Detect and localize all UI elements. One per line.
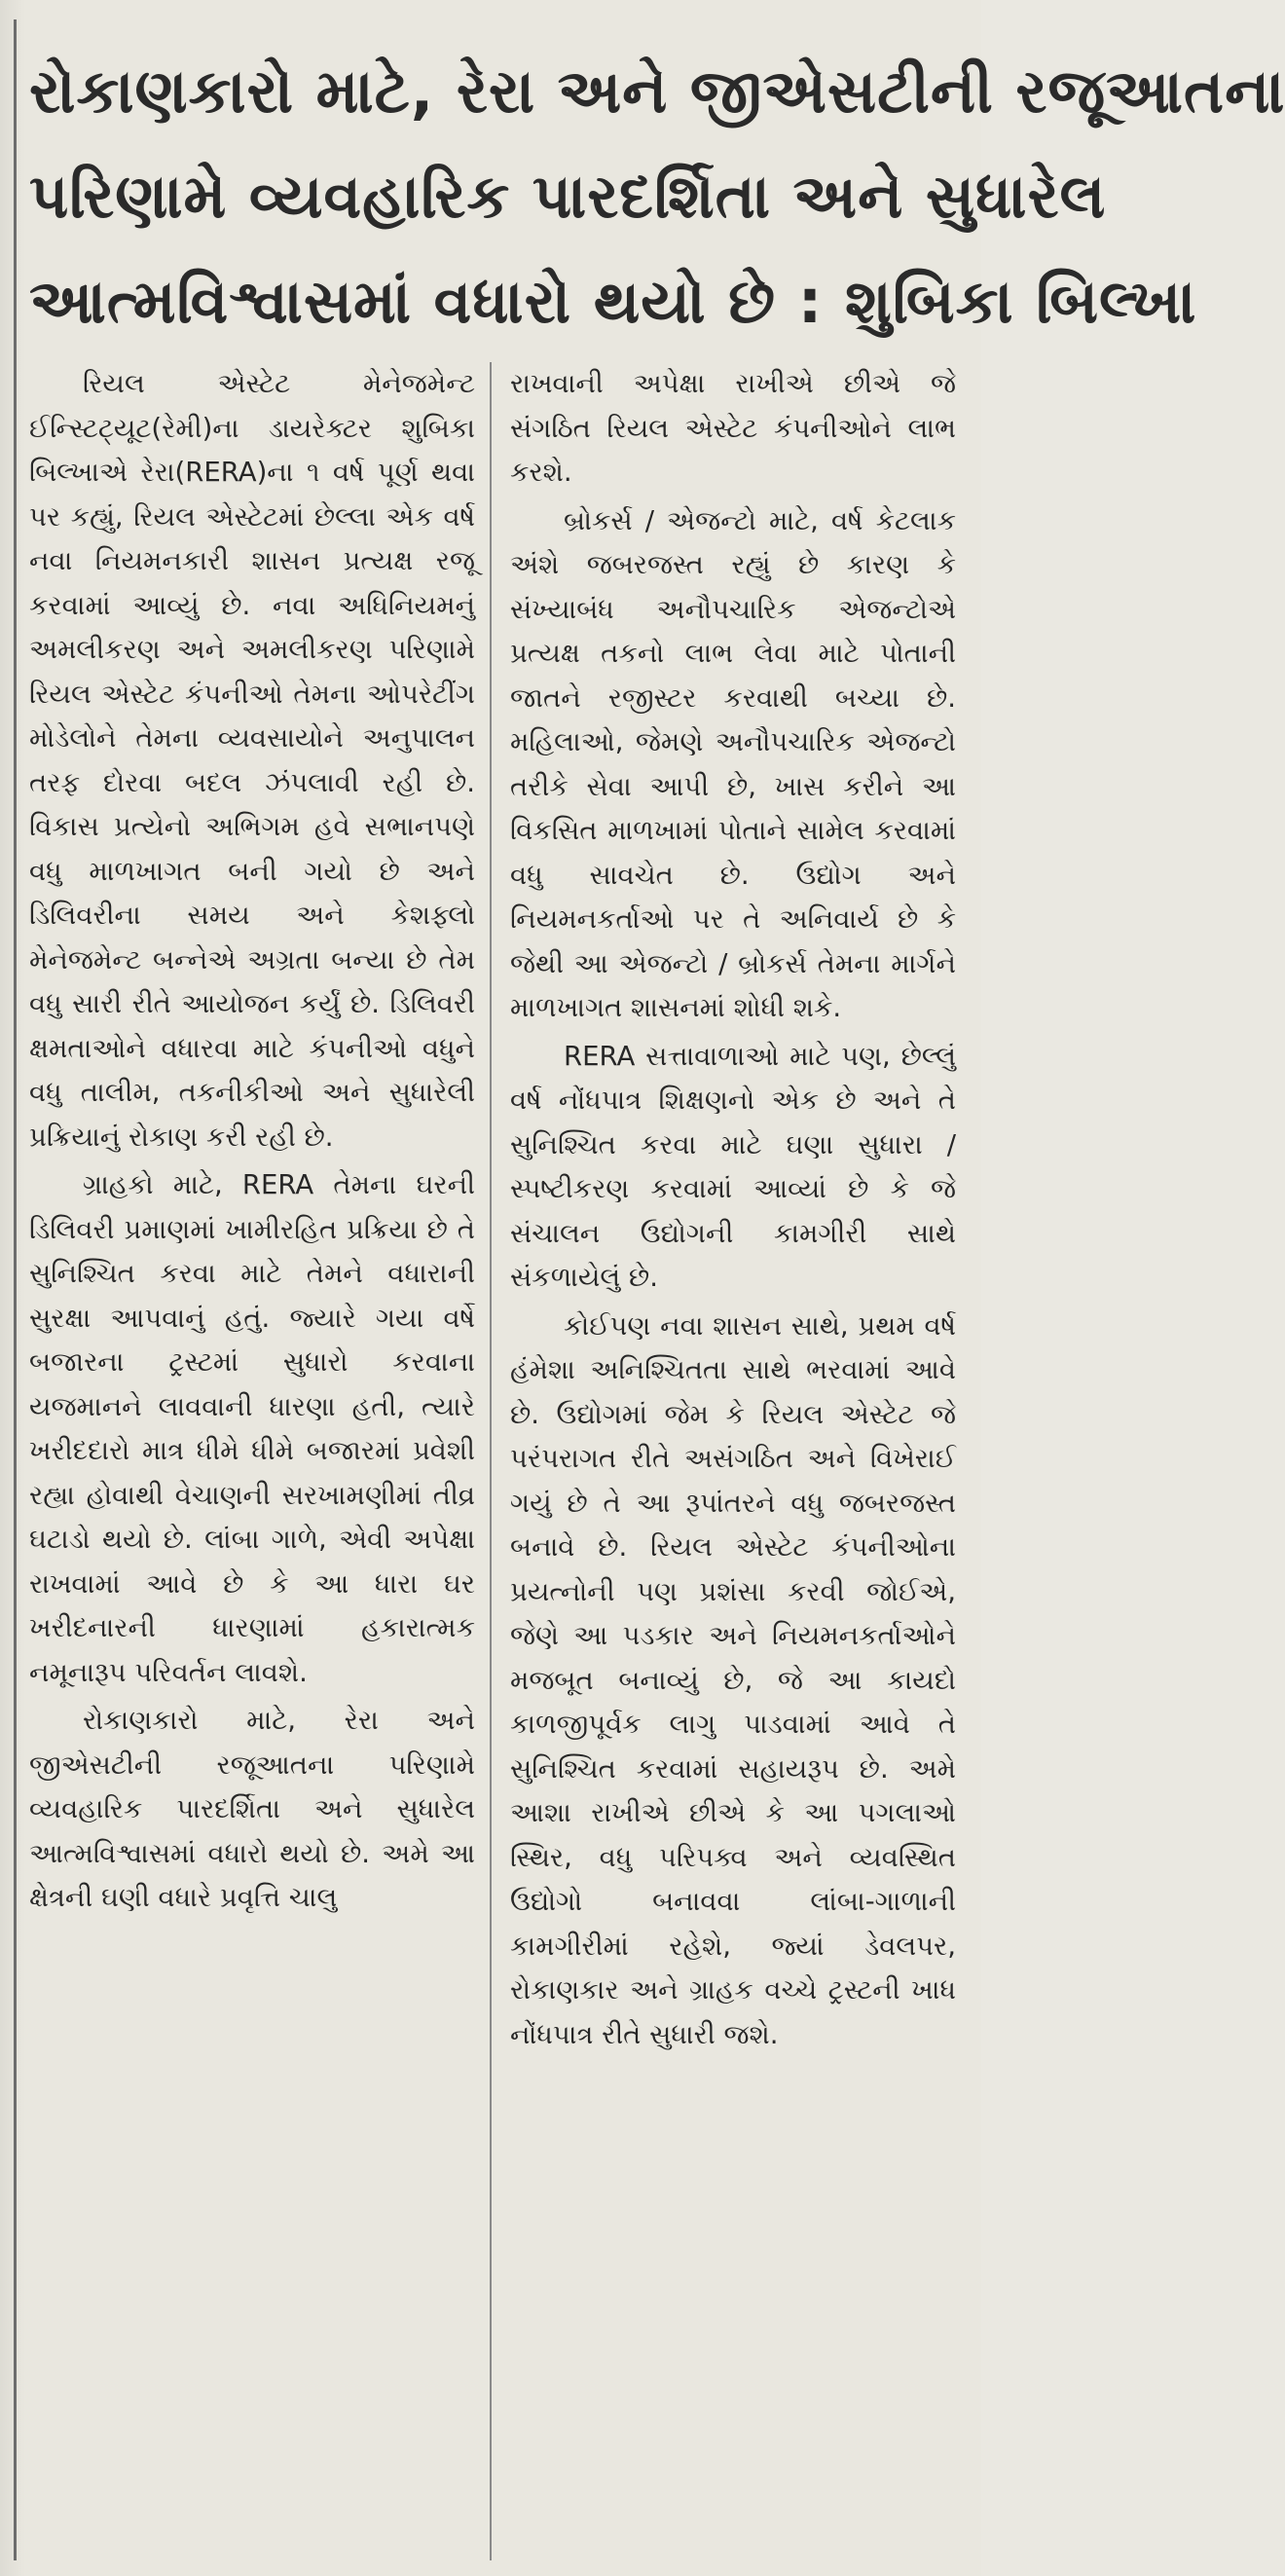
headline-line-3: આત્મવિશ્વાસમાં વધારો થયો છે : શુબિકા બિલ્ખા bbox=[29, 266, 1197, 337]
paragraph-intro: રિયલ એસ્ટેટ મેનેજમેન્ટ ઈન્સ્ટિટ્યૂટ(રેમી)ના ડાયરેક્ટર શુબિકા બિલ્ખાએ રેરા(RERA)ના ૧ વર્ષ પૂર્ણ થવા પર કહ્યું, રિયલ એસ્ટેટમાં છેલ્લા એક વર્ષ નવા નિયમનકારી શાસન પ્રત્યક્ષ રજૂ કરવામાં આવ્યું છે. નવા અધિનિયમનું અમલીકરણ અને અમલીકરણ પરિણામે રિયલ એસ્ટેટ કંપનીઓ તેમના ઓપરેટીંગ મોડેલોને તેમના વ્યવસાયોને અનુપાલન તરફ દોરવા બદલ ઝંપલાવી રહી છે. વિકાસ પ્રત્યેનો અભિગમ હવે સભાનપણે વધુ માળખાગત બની ગયો છે અને ડિલિવરીના સમય અને કેશફ્લો મેનેજમેન્ટ બન્નેએ અગ્રતા બન્યા છે તેમ વધુ સારી રીતે આયોજન કર્યું છે. ડિલિવરી ક્ષમતાઓને વધારવા માટે કંપનીઓ વધુને વધુ તાલીમ, તકનીકીઓ અને સુધારેલી પ્રક્રિયાનું રોકાણ કરી રહી છે. bbox=[29, 368, 475, 1153]
paragraph-brokers: બ્રોકર્સ / એજન્ટો માટે, વર્ષ કેટલાક અંશે જબરજસ્ત રહ્યું છે કારણ કે સંખ્યાબંધ અનૌપચારિક એજન્ટોએ પ્રત્યક્ષ તકનો લાભ લેવા માટે પોતાની જાતને રજીસ્ટર કરવાથી બચ્યા છે. મહિલાઓ, જેમણે અનૌપચારિક એજન્ટો તરીકે સેવા આપી છે, ખાસ કરીને આ વિકસિત માળખામાં પોતાને સામેલ કરવામાં વધુ સાવચેત છે. ઉદ્યોગ અને નિયમનકર્તાઓ પર તે અનિવાર્ય છે કે જેથી આ એજન્ટો / બ્રોકર્સ તેમના માર્ગને માળખાગત શાસનમાં શોધી શકે. bbox=[510, 504, 956, 1023]
paragraph-customers: ગ્રાહકો માટે, RERA તેમના ઘરની ડિલિવરી પ્રમાણમાં ખામીરહિત પ્રક્રિયા છે તે સુનિશ્ચિત કરવા માટે તેમને વધારાની સુરક્ષા આપવાનું હતું. જ્યારે ગયા વર્ષે બજારના ટ્રસ્ટમાં સુધારો કરવાના યજમાનને લાવવાની ધારણા હતી, ત્યારે ખરીદદારો માત્ર ધીમે ધીમે બજારમાં પ્રવેશી રહ્યા હોવાથી વેચાણની સરખામણીમાં તીવ્ર ઘટાડો થયો છે. લાંબા ગાળે, એવી અપેક્ષા રાખવામાં આવે છે કે આ ધારા ઘર ખરીદનારની ધારણામાં હકારાત્મક નમૂનારૂપ પરિવર્તન લાવશે. bbox=[29, 1169, 475, 1688]
left-column bbox=[29, 362, 475, 1921]
headline-line-1: રોકાણકારો માટે, રેરા અને જીએસટીની રજૂઆતના bbox=[29, 55, 1285, 127]
column-divider bbox=[490, 362, 492, 2560]
paragraph-investors: રોકાણકારો માટે, રેરા અને જીએસટીની રજૂઆતના પરિણામે વ્યવહારિક પારદર્શિતા અને સુધારેલ આત્મવિશ્વાસમાં વધારો થયો છે. અમે આ ક્ષેત્રની ઘણી વધારે પ્રવૃત્તિ ચાલુ bbox=[29, 1705, 475, 1913]
article-headline bbox=[29, 39, 1285, 354]
right-column bbox=[510, 362, 956, 2057]
left-margin-rule bbox=[14, 19, 17, 2560]
paragraph-authorities: RERA સત્તાવાળાઓ માટે પણ, છેલ્લું વર્ષ નોંધપાત્ર શિક્ષણનો એક છે અને તે સુનિશ્ચિત કરવા માટે ઘણા સુધારા / સ્પષ્ટીકરણ કરવામાં આવ્યાં છે કે જે સંચાલન ઉદ્યોગની કામગીરી સાથે સંકળાયેલું છે. bbox=[510, 1040, 956, 1293]
paragraph-investors-continued: રાખવાની અપેક્ષા રાખીએ છીએ જે સંગઠિત રિયલ એસ્ટેટ કંપનીઓને લાભ કરશે. bbox=[510, 368, 956, 488]
paragraph-conclusion: કોઈપણ નવા શાસન સાથે, પ્રથમ વર્ષ હંમેશા અનિશ્ચિતતા સાથે ભરવામાં આવે છે. ઉદ્યોગમાં જેમ કે રિયલ એસ્ટેટ જે પરંપરાગત રીતે અસંગઠિત અને વિખેરાઈ ગયું છે તે આ રૂપાંતરને વધુ જબરજસ્ત બનાવે છે. રિયલ એસ્ટેટ કંપનીઓના પ્રયત્નોની પણ પ્રશંસા કરવી જોઈએ, જેણે આ પડકાર અને નિયમનકર્તાઓને મજબૂત બનાવ્યું છે, જે આ કાયદો કાળજીપૂર્વક લાગુ પાડવામાં આવે તે સુનિશ્ચિત કરવામાં સહાયરૂપ છે. અમે આશા રાખીએ છીએ કે આ પગલાઓ સ્થિર, વધુ પરિપક્વ અને વ્યવસ્થિત ઉદ્યોગો બનાવવા લાંબા-ગાળાની કામગીરીમાં રહેશે, જ્યાં ડેવલપર, રોકાણકાર અને ગ્રાહક વચ્ચે ટ્રસ્ટની ખાધ નોંધપાત્ર રીતે સુધારી જશે. bbox=[510, 1309, 956, 2050]
headline-line-2: પરિણામે વ્યવહારિક પારદર્શિતા અને સુધારેલ bbox=[29, 161, 1107, 232]
